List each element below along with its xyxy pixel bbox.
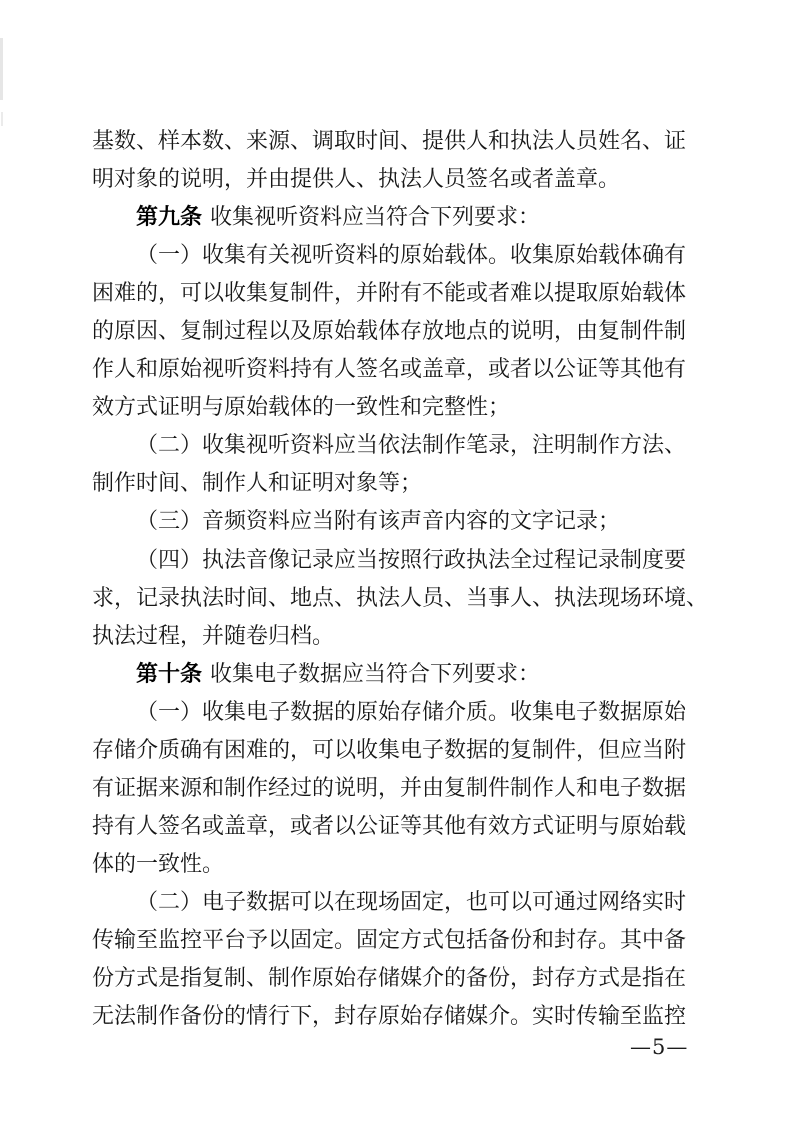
document-text-line: 效方式证明与原始载体的一致性和完整性； bbox=[92, 395, 511, 421]
document-text-line: （三）音频资料应当附有该声音内容的文字记录； bbox=[136, 509, 621, 535]
paragraph bbox=[92, 503, 694, 541]
document-text-line: （一）收集电子数据的原始存储介质。收集电子数据原始 bbox=[136, 699, 687, 725]
document-text-line: 困难的，可以收集复制件，并附有不能或者难以提取原始载体 bbox=[92, 281, 687, 307]
page-number: —5— bbox=[630, 1035, 689, 1059]
paragraph bbox=[92, 694, 694, 884]
document-text-line: 体的一致性。 bbox=[92, 851, 225, 877]
document-text-line: 作人和原始视听资料持有人签名或盖章，或者以公证等其他有 bbox=[92, 357, 687, 383]
document-text-line: 持有人签名或盖章，或者以公证等其他有效方式证明与原始载 bbox=[92, 813, 687, 839]
document-text-line: 份方式是指复制、制作原始存储媒介的备份，封存方式是指在 bbox=[92, 966, 687, 992]
document-text-line: 有证据来源和制作经过的说明，并由复制件制作人和电子数据 bbox=[92, 775, 687, 801]
document-text-line: 的原因、复制过程以及原始载体存放地点的说明，由复制件制 bbox=[92, 319, 687, 345]
paragraph bbox=[92, 199, 694, 237]
paragraph bbox=[92, 237, 694, 427]
document-text-line: 求，记录执法时间、地点、执法人员、当事人、执法现场环境、 bbox=[92, 585, 709, 611]
document-text-line: 存储介质确有困难的，可以收集电子数据的复制件，但应当附 bbox=[92, 737, 687, 763]
document-text-line: 第十条 收集电子数据应当符合下列要求： bbox=[136, 661, 541, 687]
article-number: 第十条 bbox=[136, 661, 203, 687]
paragraph bbox=[92, 427, 694, 503]
paragraph bbox=[92, 656, 694, 694]
document-text-line: 制作时间、制作人和证明对象等； bbox=[92, 471, 423, 497]
article-number: 第九条 bbox=[136, 205, 203, 231]
document-text-line: 明对象的说明，并由提供人、执法人员签名或者盖章。 bbox=[92, 167, 621, 193]
document-body bbox=[92, 123, 709, 1036]
document-text-line: 第九条 收集视听资料应当符合下列要求： bbox=[136, 205, 541, 231]
document-text-line: （二）收集视听资料应当依法制作笔录，注明制作方法、 bbox=[136, 433, 687, 459]
document-text-line: 基数、样本数、来源、调取时间、提供人和执法人员姓名、证 bbox=[92, 129, 687, 154]
document-text-line: 执法过程，并随卷归档。 bbox=[92, 623, 335, 649]
scan-artifact-mark bbox=[0, 38, 3, 100]
document-text-line: （一）收集有关视听资料的原始载体。收集原始载体确有 bbox=[136, 243, 687, 269]
document-text-line: 无法制作备份的情行下，封存原始存储媒介。实时传输至监控 bbox=[92, 1004, 687, 1030]
document-text-line: （四）执法音像记录应当按照行政执法全过程记录制度要 bbox=[136, 547, 687, 573]
document-text-line: 传输至监控平台予以固定。固定方式包括备份和封存。其中备 bbox=[92, 927, 687, 953]
document-text-line: （二）电子数据可以在现场固定，也可以可通过网络实时 bbox=[136, 889, 687, 915]
paragraph bbox=[92, 123, 694, 199]
paragraph bbox=[92, 542, 709, 656]
scan-artifact-mark bbox=[1, 112, 3, 126]
paragraph bbox=[92, 884, 694, 1036]
